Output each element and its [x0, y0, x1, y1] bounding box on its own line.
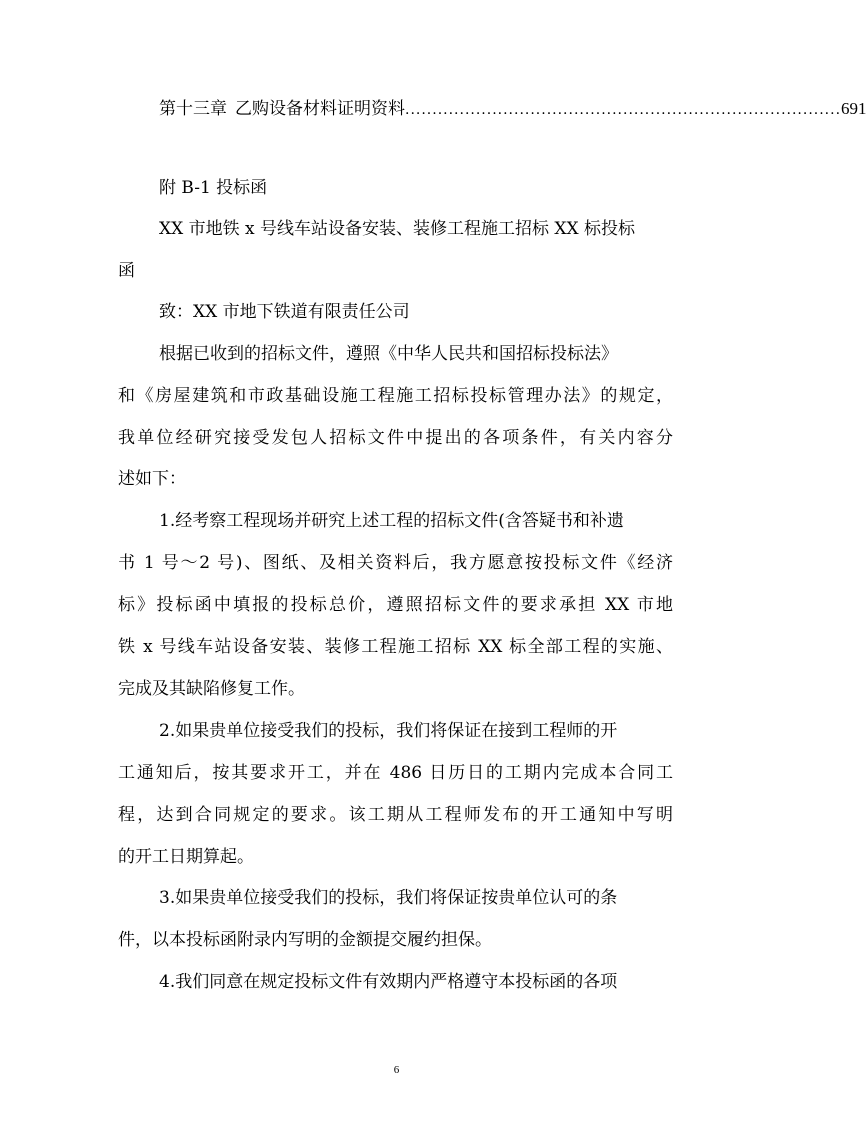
intro-line: 根据已收到的招标文件，遵照《中华人民共和国招标投标法》	[159, 344, 618, 364]
item-1-line: 书 1 号～2 号)、图纸、及相关资料后，我方愿意按投标文件《经济	[118, 553, 673, 573]
item-4-line: 4.我们同意在规定投标文件有效期内严格遵守本投标函的各项	[159, 972, 618, 992]
document-title-line-2: 函	[118, 261, 135, 281]
item-1-line: 完成及其缺陷修复工作。	[118, 679, 305, 699]
intro-line: 述如下：	[118, 469, 186, 489]
toc-page-number: 691	[841, 99, 867, 118]
item-2-line: 工通知后，按其要求开工，并在 486 日历日的工期内完成本合同工	[118, 763, 673, 783]
page-number: 6	[393, 1064, 400, 1076]
document-title-line-1: XX 市地铁 x 号线车站设备安装、装修工程施工招标 XX 标投标	[159, 219, 636, 239]
item-1-line: 1.经考察工程现场并研究上述工程的招标文件(含答疑书和补遗	[159, 511, 624, 531]
item-1-line: 标》投标函中填报的投标总价，遵照招标文件的要求承担 XX 市地	[118, 595, 673, 615]
intro-line: 我单位经研究接受发包人招标文件中提出的各项条件，有关内容分	[118, 428, 673, 448]
toc-entry[interactable]	[159, 94, 867, 124]
item-2-line: 程，达到合同规定的要求。该工期从工程师发布的开工通知中写明	[118, 805, 673, 825]
item-2-line: 2.如果贵单位接受我们的投标，我们将保证在接到工程师的开	[159, 721, 618, 741]
addressee: 致：XX 市地下铁道有限责任公司	[159, 302, 410, 322]
toc-leader-dots: ................................................................................	[405, 102, 842, 118]
section-heading: 附 B-1 投标函	[159, 178, 268, 198]
item-1-line: 铁 x 号线车站设备安装、装修工程施工招标 XX 标全部工程的实施、	[118, 637, 673, 657]
item-3-line: 3.如果贵单位接受我们的投标，我们将保证按贵单位认可的条	[159, 888, 618, 908]
item-3-line: 件，以本投标函附录内写明的金额提交履约担保。	[118, 930, 492, 950]
item-2-line: 的开工日期算起。	[118, 847, 254, 867]
toc-entry-title: 第十三章 乙购设备材料证明资料	[159, 99, 405, 119]
intro-line: 和《房屋建筑和市政基础设施工程施工招标投标管理办法》的规定，	[118, 386, 673, 406]
